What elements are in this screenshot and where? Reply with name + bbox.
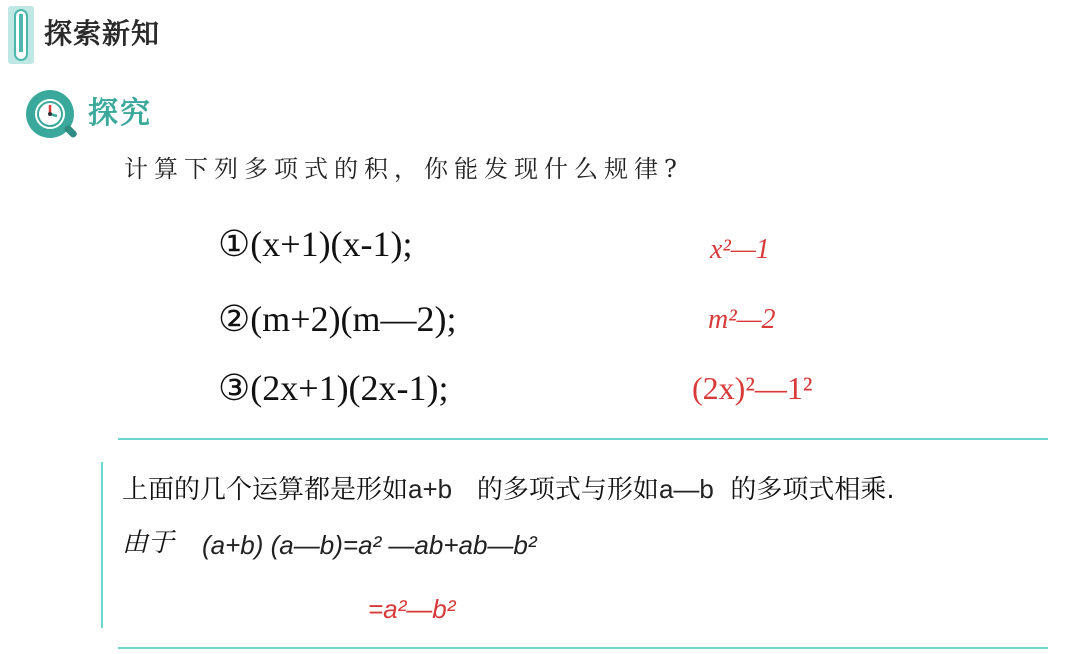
problem-2: ②(m+2)(m—2); (218, 299, 457, 339)
divider-bottom (118, 647, 1048, 649)
summary-form-1: a+b (408, 474, 453, 504)
problem-1: ①(x+1)(x-1); (218, 224, 413, 264)
summary-part-2: 的多项式与形如 (476, 475, 659, 505)
summary-part-3: 的多项式相乘. (730, 475, 895, 505)
divider-left (101, 462, 103, 628)
derivation-result: =a²—b² (368, 594, 456, 624)
answer-1: x²—1 (710, 234, 770, 265)
magnifier-clock-icon (24, 88, 80, 144)
derivation-label: 由于 (122, 528, 175, 558)
derivation-expression: (a+b) (a—b)=a² —ab+ab—b² (202, 530, 537, 560)
explore-label: 探究 (88, 96, 152, 131)
question-text: 计算下列多项式的积，你能发现什么规律? (124, 155, 683, 183)
header-bar-icon (8, 6, 34, 64)
answer-2: m²—2 (708, 304, 776, 335)
problem-3: ③(2x+1)(2x-1); (218, 368, 449, 408)
summary-text (122, 470, 895, 509)
divider-top (118, 438, 1048, 440)
section-title: 探索新知 (44, 17, 161, 50)
summary-part-1: 上面的几个运算都是形如 (122, 475, 409, 505)
answer-3: (2x)²—1² (692, 370, 813, 406)
summary-form-2: a—b (658, 474, 714, 504)
